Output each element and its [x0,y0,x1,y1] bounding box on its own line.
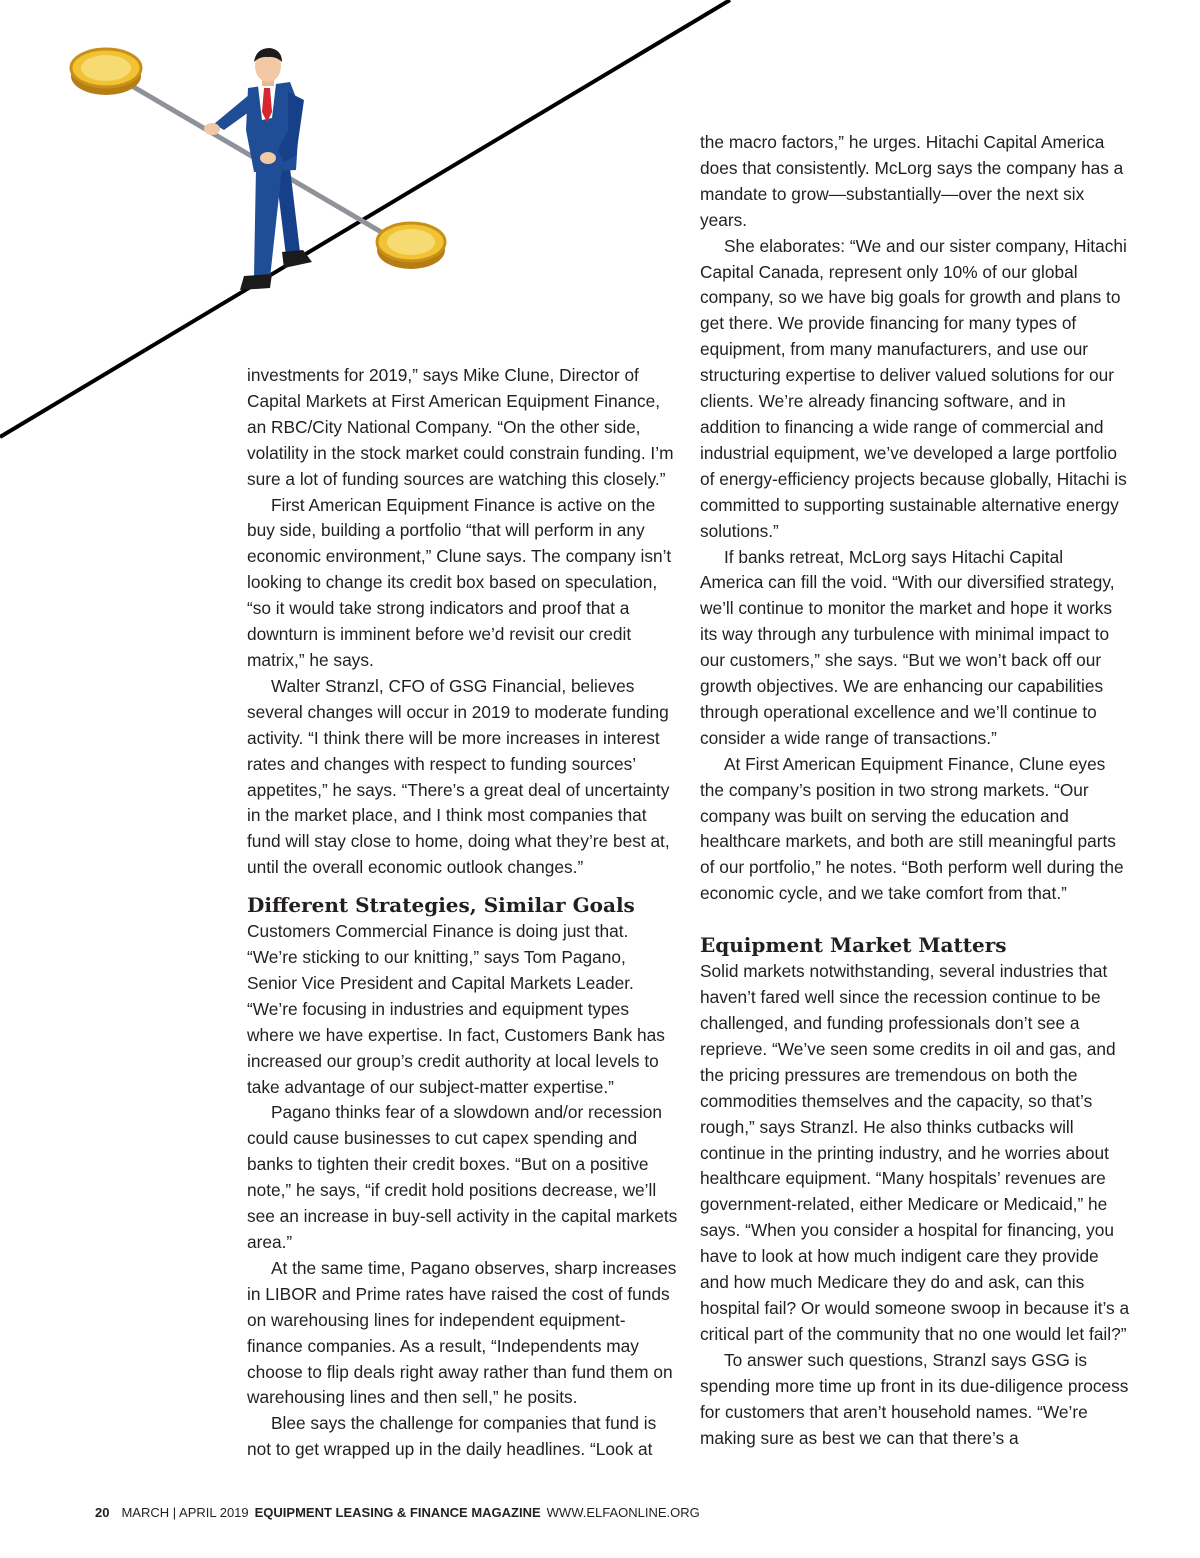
left-paragraph-6: At the same time, Pagano observes, sharp increases in LIBOR and Prime rates have raised the cost of funds on warehousing lines for independent equipment-finance companies. As a result, “Independents may choose to flip deals right away rather than fund them on warehousing lines and then sell,” he posits. [247,1257,677,1408]
section-heading-strategies: Different Strategies, Similar Goals [247,893,635,918]
left-paragraph-2: First American Equipment Finance is active on the buy side, building a portfolio “that will perform in any economic environment,” Clune says. The company isn’t looking to change its credit box based on speculation, “so it would take strong indicators and proof that a downturn is imminent before we’d revisit our credit matrix,” he says. [247,494,672,670]
right-paragraph-5: Solid markets notwithstanding, several industries that haven’t fared well since the recession continue to be challenged, and funding professionals don’t see a reprieve. “We’ve seen some credits in oil and gas, and the pricing pressures are tremendous on both the commodities themselves and the capacity, so that’s rough,” says Stranzl. He also thinks cutbacks will continue in the printing industry, and he worries about healthcare equipment. “Many hospitals’ revenues are government-related, either Medicare or Medicaid,” he says. “When you consider a hospital for financing, you have to look at how much indigent care they provide and how much Medicare they do and ask, can this hospital fail? Or would someone swoop in because it’s a critical part of the community that no one would let fail?” [700,961,1130,1344]
right-paragraph-1: the macro factors,” he urges. Hitachi Capital America does that consistently. McLorg says the company has a mandate to grow—substantially—over the next six years. [700,132,1124,230]
right-paragraph-3: If banks retreat, McLorg says Hitachi Capital America can fill the void. “With our diversified strategy, we’ll continue to monitor the market and hope it works its way through any turbulence with minimal impact to our customers,” she says. “But we won’t back off our growth objectives. We are enhancing our capabilities through operational excellence and we’ll continue to consider a wide range of transactions.” [700,546,1115,748]
right-paragraph-4: At First American Equipment Finance, Clune eyes the company’s position in two strong markets. “Our company was built on serving the education and healthcare markets, and both are still meaningful parts of our portfolio,” he notes. “Both perform well during the economic cycle, and we take comfort from that.” [700,753,1124,904]
page-number: 20 [95,1505,110,1520]
left-paragraph-7: Blee says the challenge for companies that fund is not to get wrapped up in the daily headlines. “Look at [247,1413,657,1460]
issue-date: MARCH | APRIL 2019 [121,1505,249,1520]
magazine-title: EQUIPMENT LEASING & FINANCE MAGAZINE [254,1505,541,1520]
right-paragraph-2: She elaborates: “We and our sister company, Hitachi Capital Canada, represent only 10% of our global company, so we have big goals for growth and plans to get there. We provide financing for many types of equipment, from many manufacturers, and use our structuring expertise to deliver valued solutions for our clients. We’re already financing software, and in addition to financing a wide range of commercial and industrial equipment, we’ve developed a large portfolio of energy-efficiency projects because globally, Hitachi is committed to supporting sustainable alternative energy solutions.” [700,235,1127,541]
page-footer [95,1505,700,1520]
right-paragraph-6: To answer such questions, Stranzl says GSG is spending more time up front in its due-diligence process for customers that aren’t household names. “We’re making sure as best we can that there’s a [700,1349,1129,1448]
left-paragraph-5: Pagano thinks fear of a slowdown and/or recession could cause businesses to cut capex spending and banks to tighten their credit boxes. “But on a positive note,” he says, “if credit hold positions decrease, we’ll see an increase in buy-sell activity in the capital markets area.” [247,1102,678,1252]
businessman-figure [204,48,312,290]
left-paragraph-3: Walter Stranzl, CFO of GSG Financial, believes several changes will occur in 2019 to moderate funding activity. “I think there will be more increases in interest rates and changes with respect to funding sources’ appetites,” he says. “There’s a great deal of uncertainty in the market place, and I think most companies that fund will stay close to home, doing what they’re best at, until the overall economic outlook changes.” [247,675,670,878]
right-column [700,130,1130,1451]
website-link[interactable]: WWW.ELFAONLINE.ORG [546,1505,700,1520]
section-heading-equipment: Equipment Market Matters [700,933,1007,958]
left-column [247,363,679,1463]
left-paragraph-1: investments for 2019,” says Mike Clune, Director of Capital Markets at First American Equipment Finance, an RBC/City National Company. “On the other side, volatility in the stock market could constrain funding. I’m sure a lot of funding sources are watching this closely.” [247,365,674,489]
left-paragraph-4: Customers Commercial Finance is doing just that. “We’re sticking to our knitting,” says Tom Pagano, Senior Vice President and Capital Markets Leader. “We’re focusing in industries and equipment types where we have expertise. In fact, Customers Bank has increased our group’s credit authority at local levels to take advantage of our subject-matter expertise.” [247,921,665,1097]
coin-right-icon [377,223,445,269]
coin-left-icon [71,49,141,95]
